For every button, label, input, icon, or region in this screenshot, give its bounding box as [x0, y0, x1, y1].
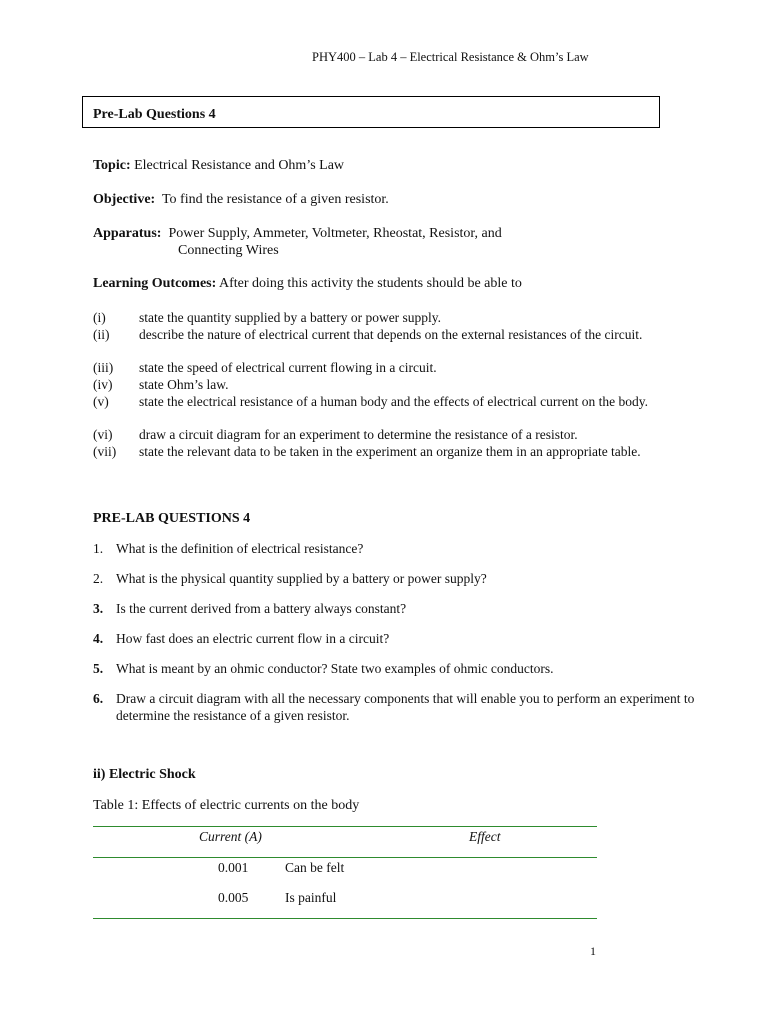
outcome-number: (ii)	[93, 327, 110, 342]
topic-value: Electrical Resistance and Ohm’s Law	[134, 158, 345, 173]
question-text: Draw a circuit diagram with all the necessary components that will enable you to perform an experiment to determine the resistance of a given resistor.	[116, 691, 695, 723]
table-cell-effect: Can be felt	[285, 860, 345, 875]
question-number: 5.	[93, 661, 104, 676]
table-cell-current: 0.001	[218, 860, 249, 875]
outcome-text: state the electrical resistance of a human body and the effects of electrical current on the body.	[139, 394, 649, 409]
question-text: Is the current derived from a battery always constant?	[116, 601, 407, 616]
outcome-number: (vi)	[93, 427, 113, 442]
apparatus-value-line1: Power Supply, Ammeter, Voltmeter, Rheostat, Resistor, and	[168, 226, 502, 241]
running-header: PHY400 – Lab 4 – Electrical Resistance & Ohm’s Law	[312, 50, 589, 64]
table-top-rule	[93, 826, 597, 827]
question-number: 1.	[93, 541, 104, 556]
table-header-effect: Effect	[469, 829, 501, 844]
question-number: 4.	[93, 631, 104, 646]
outcome-number: (iii)	[93, 360, 114, 375]
outcome-text: draw a circuit diagram for an experiment to determine the resistance of a resistor.	[139, 427, 578, 442]
objective-value: To find the resistance of a given resistor.	[161, 192, 389, 207]
question-text: What is the physical quantity supplied by a battery or power supply?	[116, 571, 487, 586]
apparatus-label: Apparatus:	[93, 226, 162, 241]
topic-label: Topic:	[93, 158, 131, 173]
apparatus-line	[93, 226, 502, 242]
question-number: 3.	[93, 601, 104, 616]
table-caption: Table 1: Effects of electric currents on the body	[93, 798, 360, 813]
outcome-text: describe the nature of electrical current that depends on the external resistances of the circuit.	[139, 327, 643, 342]
table-header-current: Current (A)	[199, 829, 262, 844]
topic-line	[93, 158, 344, 174]
question-text: What is the definition of electrical resistance?	[116, 541, 364, 556]
question-number: 6.	[93, 691, 104, 706]
outcome-text: state the quantity supplied by a battery or power supply.	[139, 310, 442, 325]
outcome-text: state Ohm’s law.	[139, 377, 229, 392]
table-bottom-rule	[93, 918, 597, 919]
objective-line	[93, 192, 389, 208]
electric-shock-heading: ii) Electric Shock	[93, 767, 196, 782]
question-number: 2.	[93, 571, 104, 586]
outcome-number: (vii)	[93, 444, 117, 459]
apparatus-value-line2: Connecting Wires	[178, 243, 279, 258]
outcome-text: state the speed of electrical current flowing in a circuit.	[139, 360, 437, 375]
prelab-title-box	[82, 96, 660, 128]
page-number: 1	[590, 944, 596, 958]
outcome-number: (iv)	[93, 377, 113, 392]
outcome-number: (i)	[93, 310, 106, 325]
prelab-questions-heading: PRE-LAB QUESTIONS 4	[93, 511, 251, 526]
table-cell-current: 0.005	[218, 890, 249, 905]
outcome-text: state the relevant data to be taken in the experiment an organize them in an appropriate table.	[139, 444, 641, 459]
table-header-rule	[93, 857, 597, 858]
learning-outcomes-intro: After doing this activity the students should be able to	[219, 276, 522, 291]
prelab-box-title: Pre-Lab Questions 4	[93, 107, 216, 122]
question-text: What is meant by an ohmic conductor? State two examples of ohmic conductors.	[116, 661, 554, 676]
table-cell-effect: Is painful	[285, 890, 337, 905]
objective-label: Objective:	[93, 192, 156, 207]
question-text: How fast does an electric current flow in a circuit?	[116, 631, 390, 646]
learning-outcomes-label: Learning Outcomes:	[93, 276, 217, 291]
learning-outcomes-line	[93, 276, 522, 292]
outcome-number: (v)	[93, 394, 109, 409]
